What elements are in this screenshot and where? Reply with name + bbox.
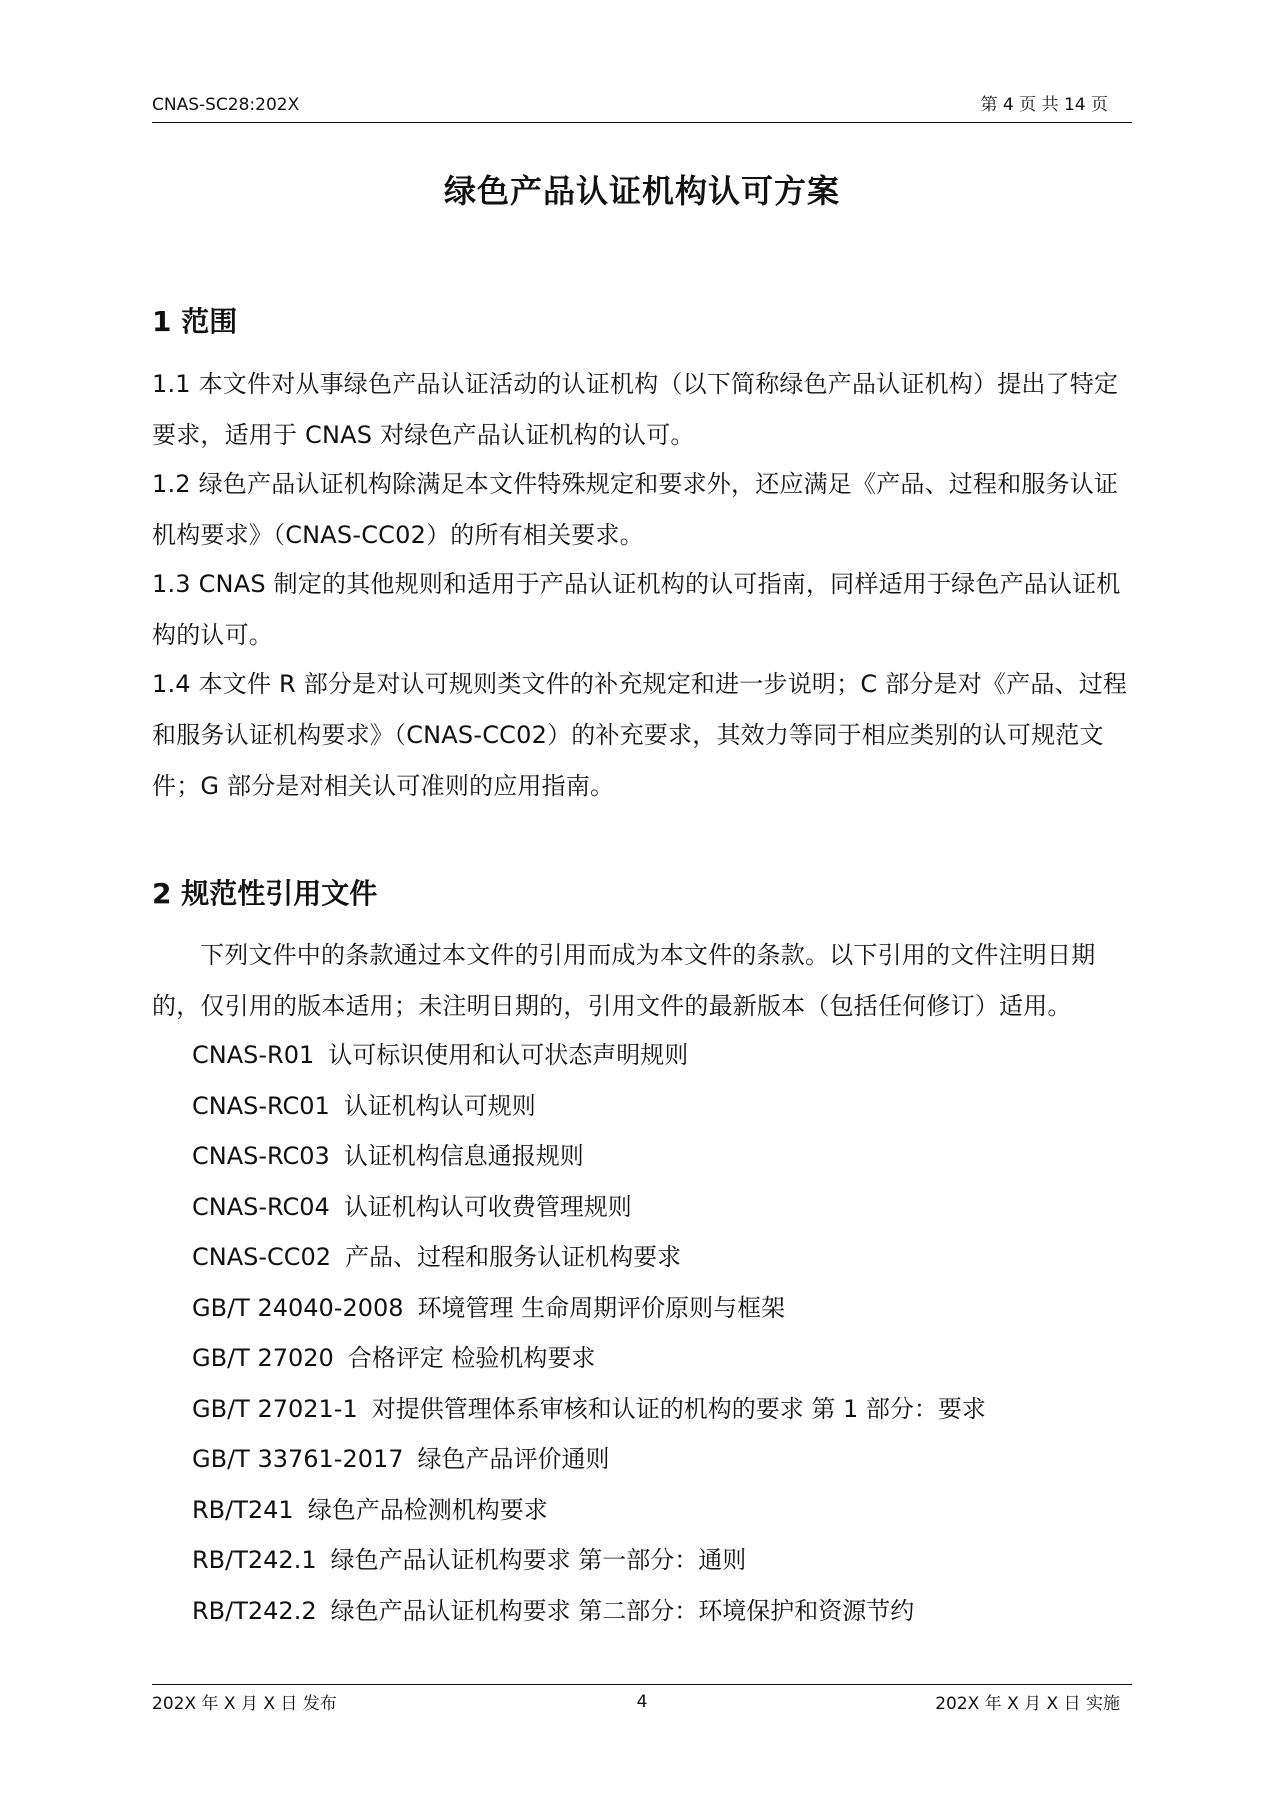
reference-code: RB/T242.2: [192, 1596, 317, 1625]
page-header: [152, 92, 1132, 123]
reference-code: CNAS-RC03: [192, 1142, 330, 1170]
reference-title: 产品、过程和服务认证机构要求: [345, 1243, 682, 1271]
reference-title: 对提供管理体系审核和认证的机构的要求 第 1 部分：要求: [371, 1394, 986, 1423]
reference-title: 认证机构信息通报规则: [343, 1142, 584, 1170]
reference-item: [192, 1535, 1132, 1586]
reference-item: [192, 1333, 1132, 1384]
reference-title: 认证机构认可收费管理规则: [343, 1192, 632, 1221]
reference-title: 绿色产品认证机构要求 第二部分：环境保护和资源节约: [330, 1596, 915, 1625]
page-number: 4: [636, 1692, 648, 1712]
reference-title: 认可标识使用和认可状态声明规则: [328, 1041, 689, 1069]
reference-code: GB/T 33761-2017: [192, 1445, 404, 1473]
reference-item: [192, 1131, 1132, 1182]
reference-item: [192, 1586, 1132, 1637]
clause-1-4: 1.4 本文件 R 部分是对认可规则类文件的补充规定和进一步说明；C 部分是对《产品、过程和服务认证机构要求》（CNAS-CC02）的补充要求，其效力等同于相应类别的认可规范文件；G 部分是对相关认可准则的应用指南。: [152, 670, 1128, 800]
reference-code: RB/T241: [192, 1495, 294, 1524]
reference-code: CNAS-RC04: [192, 1192, 330, 1221]
reference-item: [192, 1434, 1132, 1485]
reference-code: GB/T 27020: [192, 1344, 334, 1372]
publish-date: 202X 年 X 月 X 日 发布: [152, 1694, 337, 1714]
reference-item: [192, 1182, 1132, 1233]
document-title: 绿色产品认证机构认可方案: [443, 172, 840, 210]
reference-title: 绿色产品检测机构要求: [307, 1495, 548, 1524]
clause-1-3: 1.3 CNAS 制定的其他规则和适用于产品认证机构的认可指南，同样适用于绿色产品认证机构的认可。: [152, 570, 1121, 649]
reference-code: GB/T 24040-2008: [192, 1293, 404, 1322]
reference-title: 认证机构认可规则: [343, 1091, 536, 1120]
reference-item: [192, 1485, 1132, 1536]
reference-code: CNAS-CC02: [192, 1243, 332, 1271]
reference-code: CNAS-RC01: [192, 1091, 330, 1120]
section-heading-normative-references: 2 规范性引用文件: [152, 877, 378, 910]
reference-item: [192, 1081, 1132, 1132]
effective-date: 202X 年 X 月 X 日 实施: [935, 1694, 1120, 1714]
reference-item: [192, 1030, 1132, 1081]
reference-code: CNAS-R01: [192, 1041, 315, 1069]
document-code: CNAS-SC28:202X: [152, 95, 300, 115]
reference-code: GB/T 27021-1: [192, 1394, 358, 1423]
clause-1-2: 1.2 绿色产品认证机构除满足本文件特殊规定和要求外，还应满足《产品、过程和服务认证机构要求》（CNAS-CC02）的所有相关要求。: [152, 470, 1119, 549]
clause-1-1: 1.1 本文件对从事绿色产品认证活动的认证机构（以下简称绿色产品认证机构）提出了特定要求，适用于 CNAS 对绿色产品认证机构的认可。: [152, 370, 1119, 449]
reference-list: [192, 1030, 1132, 1636]
reference-item: [192, 1232, 1132, 1283]
references-intro: 下列文件中的条款通过本文件的引用而成为本文件的条款。以下引用的文件注明日期的，仅引用的版本适用；未注明日期的，引用文件的最新版本（包括任何修订）适用。: [152, 941, 1096, 1020]
reference-code: RB/T242.1: [192, 1546, 317, 1574]
reference-title: 绿色产品评价通则: [417, 1445, 610, 1473]
section-heading-scope: 1 范围: [152, 305, 238, 338]
reference-title: 环境管理 生命周期评价原则与框架: [417, 1293, 786, 1322]
reference-item: [192, 1283, 1132, 1334]
reference-item: [192, 1384, 1132, 1435]
reference-title: 绿色产品认证机构要求 第一部分：通则: [330, 1546, 747, 1574]
page-info: 第 4 页 共 14 页: [980, 95, 1108, 115]
reference-title: 合格评定 检验机构要求: [347, 1344, 596, 1372]
page-footer: [152, 1684, 1132, 1715]
